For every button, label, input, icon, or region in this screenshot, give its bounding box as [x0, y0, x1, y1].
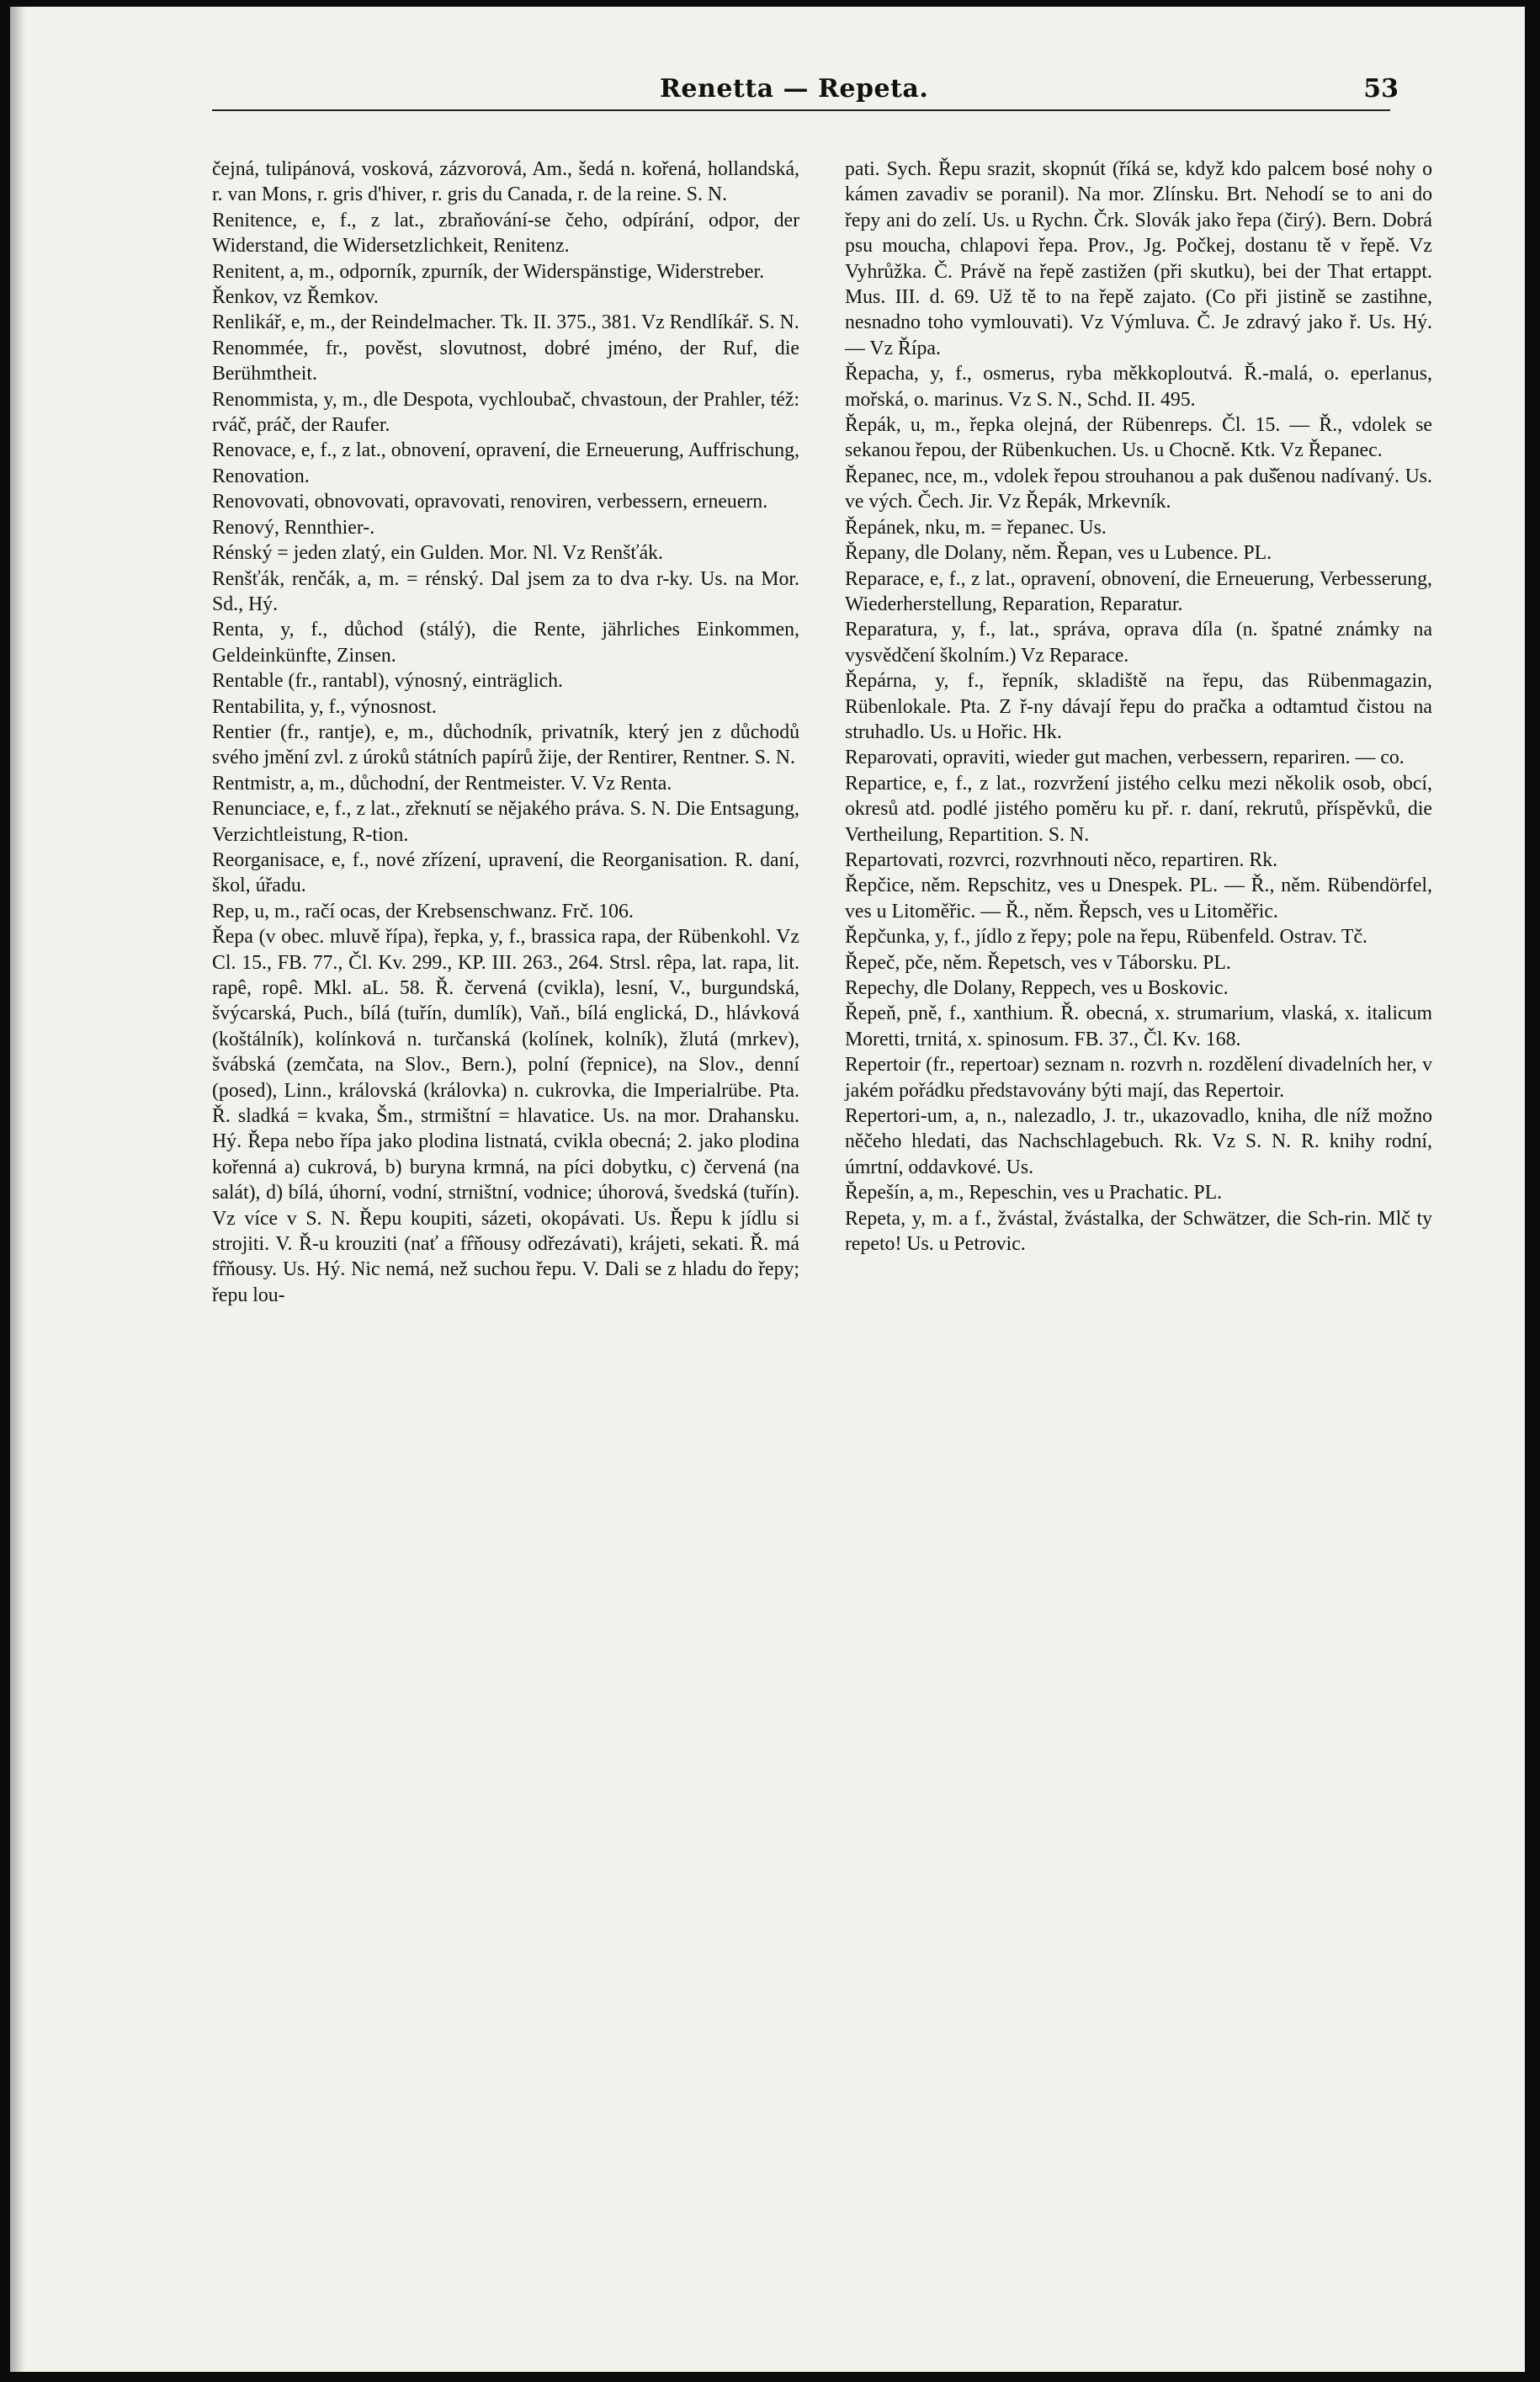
dictionary-entry: Řenkov, vz Řemkov. — [212, 286, 379, 309]
dictionary-entry: Rep, u, m., račí ocas, der Krebsenschwanz. Frč. 106. — [212, 900, 634, 922]
dictionary-entry: Renunciace, e, f., z lat., zřeknutí se nějakého práva. S. N. Die Entsagung, Verzichtleistung, R-tion. — [212, 798, 799, 846]
dictionary-entry: Reparatura, y, f., lat., správa, oprava díla (n. špatné známky na vysvědčení školním.) Vz Reparace. — [845, 619, 1432, 667]
dictionary-entry: Reorganisace, e, f., nové zřízení, upravení, die Reorganisation. R. daní, škol, úřadu. — [212, 848, 799, 897]
dictionary-entry: Řepany, dle Dolany, něm. Řepan, ves u Lubence. PL. — [845, 542, 1272, 565]
dictionary-entry: Renommista, y, m., dle Despota, vychloubač, chvastoun, der Prahler, též: rváč, práč, der Raufer. — [212, 388, 799, 437]
dictionary-entry: Rentmistr, a, m., důchodní, der Rentmeister. V. Vz Renta. — [212, 772, 672, 795]
right-column — [845, 157, 1432, 1257]
dictionary-entry: čejná, tulipánová, vosková, zázvorová, Am., šedá n. kořená, hollandská, r. van Mons, r. gris d'hiver, r. gris du Canada, r. de la reine. S. N. — [212, 158, 799, 206]
page-number: 53 — [1363, 74, 1399, 104]
dictionary-page — [10, 7, 1525, 2372]
dictionary-entry: Rénský = jeden zlatý, ein Gulden. Mor. Nl. Vz Renšťák. — [212, 542, 664, 565]
dictionary-entry: Renovace, e, f., z lat., obnovení, opravení, die Erneuerung, Auffrischung, Renovation. — [212, 439, 799, 487]
header-rule — [212, 109, 1390, 111]
dictionary-entry: Řepa (v obec. mluvě řípa), řepka, y, f., brassica rapa, der Rübenkohl. Vz Cl. 15., FB. 77., Čl. Kv. 299., KP. III. 263., 264. Strsl. rêpa, lat. rapa, lit. rapê, ropê. Mkl. aL. 58. Ř. červená (cvikla), lesní, V., burgundská, švýcarská, Puch., bílá (tuřín, dumlík), Vaň., bílá englická, D., hlávková (koštálník), kolínková n. turčanská (kolínek, kolník), žlutá (mrkev), švábská (zemčata, na Slov., Bern.), polní (řepnice), na Slov., denní (posed), Linn., královská (královka) n. cukrovka, die Imperialrübe. Pta. Ř. sladká = kvaka, Šm., strmištní = hlavatice. Us. na mor. Drahansku. Hý. Řepa nebo řípa jako plodina listnatá, cvikla obecná; 2. jako plodina kořenná a) cukrová, b) buryna krmná, na píci dobytku, c) červená (na salát), d) bílá, úhorní, vodní, strništní, vodnice; úhorová, švedská (tuřín). Vz více v S. N. Řepu koupiti, sázeti, okopávati. Us. Řepu k jídlu si strojiti. V. Ř-u krouziti (nať a fr̂ňousy odřezávati), krájeti, sekati. Ř. má fr̂ňousy. Us. Hý. Nic nemá, než suchou řepu. V. Dali se z hladu do řepy; řepu lou- — [212, 926, 799, 1306]
dictionary-entry: Řepacha, y, f., osmerus, ryba měkkoploutvá. Ř.-malá, o. eperlanus, mořská, o. marinus. Vz S. N., Schd. II. 495. — [845, 363, 1432, 411]
dictionary-entry: Repertoir (fr., repertoar) seznam n. rozvrh n. rozdělení divadelních her, v jakém pořádku představovány býti mají, das Repertoir. — [845, 1054, 1432, 1102]
dictionary-entry: Repechy, dle Dolany, Reppech, ves u Boskovic. — [845, 977, 1229, 999]
dictionary-entry: Rentabilita, y, f., výnosnost. — [212, 695, 437, 718]
dictionary-entry: Renšťák, renčák, a, m. = rénský. Dal jsem za to dva r-ky. Us. na Mor. Sd., Hý. — [212, 567, 799, 615]
dictionary-entry: Řepeč, pče, něm. Řepetsch, ves v Táborsku. PL. — [845, 951, 1231, 974]
dictionary-entry: Renitent, a, m., odporník, zpurník, der Widerspänstige, Widerstreber. — [212, 260, 765, 283]
dictionary-entry: Řepárna, y, f., řepník, skladiště na řepu, das Rübenmagazin, Rübenlokale. Pta. Z ř-ny dávají řepu do pračka a odtamtud čistou na struhadlo. Us. u Hořic. Hk. — [845, 670, 1432, 743]
dictionary-entry: Řepák, u, m., řepka olejná, der Rübenreps. Čl. 15. — Ř., vdolek se sekanou řepou, der Rübenkuchen. Us. u Chocně. Ktk. Vz Řepanec. — [845, 414, 1432, 462]
dictionary-entry: Reparovati, opraviti, wieder gut machen, verbessern, repariren. — co. — [845, 747, 1405, 769]
dictionary-entry: Repeta, y, m. a f., žvástal, žvástalka, der Schwätzer, die Sch-rin. Mlč ty repeto! Us. u Petrovic. — [845, 1207, 1432, 1256]
dictionary-entry: Reparace, e, f., z lat., opravení, obnovení, die Erneuerung, Verbesserung, Wiederherstellung, Reparation, Reparatur. — [845, 567, 1432, 615]
dictionary-entry: Řepčunka, y, f., jídlo z řepy; pole na řepu, Rübenfeld. Ostrav. Tč. — [845, 926, 1367, 949]
dictionary-entry: Řepeň, pně, f., xanthium. Ř. obecná, x. strumarium, vlaská, x. italicum Moretti, trnitá, x. spinosum. FB. 37., Čl. Kv. 168. — [845, 1002, 1432, 1050]
dictionary-entry: Repertori-um, a, n., nalezadlo, J. tr., ukazovadlo, kniha, dle níž možno něčeho hledati, das Nachschlagebuch. Rk. Vz S. N. R. knihy rodní, úmrtní, oddavkové. Us. — [845, 1105, 1432, 1178]
left-column — [212, 157, 799, 1308]
dictionary-entry: Řepčice, něm. Repschitz, ves u Dnespek. PL. — Ř., něm. Rübendörfel, ves u Litoměřic. — Ř., něm. Řepsch, ves u Litoměřic. — [845, 875, 1432, 922]
dictionary-entry: Řepešín, a, m., Repeschin, ves u Prachatic. PL. — [845, 1182, 1223, 1204]
dictionary-entry: Rentable (fr., rantabl), výnosný, einträglich. — [212, 670, 563, 693]
dictionary-entry: Repartice, e, f., z lat., rozvržení jistého celku mezi několik osob, obcí, okresů atd. podlé jistého poměru ku př. r. daní, rekrutů, příspěvků, die Vertheilung, Repartition. S. N. — [845, 772, 1432, 846]
dictionary-entry: Řepanec, nce, m., vdolek řepou strouhanou a pak duš̌enou nadívaný. Us. ve vých. Čech. Jir. Vz Řepák, Mrkevník. — [845, 465, 1432, 513]
dictionary-entry: Renovovati, obnovovati, opravovati, renoviren, verbessern, erneuern. — [212, 491, 768, 513]
dictionary-entry: Rentier (fr., rantje), e, m., důchodník, privatník, který jen z důchodů svého jmění zvl. z úroků státních papírů žije, der Rentirer, Rentner. S. N. — [212, 720, 799, 769]
running-title: Renetta — Repeta. — [660, 74, 929, 104]
dictionary-entry: Renitence, e, f., z lat., zbraňování-se čeho, odpírání, odpor, der Widerstand, die Widersetzlichkeit, Renitenz. — [212, 209, 799, 258]
dictionary-entry: Renommée, fr., pověst, slovutnost, dobré jméno, der Ruf, die Berühmtheit. — [212, 337, 799, 385]
dictionary-entry: pati. Sych. Řepu srazit, skopnút (říká se, když kdo palcem bosé nohy o kámen zavadiv se poranil). Na mor. Zlínsku. Brt. Nehodí se to ani do řepy ani do zelí. Us. u Rychn. Črk. Slovák jako řepa (čirý). Bern. Dobrá psu moucha, chlapovi řepa. Prov., Jg. Počkej, dostanu tě v řepě. Vz Vyhrůžka. Č. Právě na řepě zastižen (při skutku), bei der That ertappt. Mus. III. d. 69. Už tě to na řepě zajato. (Co při jistině se zastihne, nesnadno toho vymlouvati). Vz Výmluva. Č. Je zdravý jako ř. Us. Hý. — Vz Řípa. — [845, 158, 1432, 359]
dictionary-entry: Repartovati, rozvrci, rozvrhnouti něco, repartiren. Rk. — [845, 848, 1278, 871]
dictionary-entry: Renový, Rennthier-. — [212, 516, 375, 539]
dictionary-entry: Renta, y, f., důchod (stálý), die Rente, jährliches Einkommen, Geldeinkünfte, Zinsen. — [212, 619, 799, 667]
dictionary-entry: Renlikář, e, m., der Reindelmacher. Tk. II. 375., 381. Vz Rendlíkář. S. N. — [212, 311, 799, 334]
dictionary-entry: Řepánek, nku, m. = řepanec. Us. — [845, 516, 1107, 539]
